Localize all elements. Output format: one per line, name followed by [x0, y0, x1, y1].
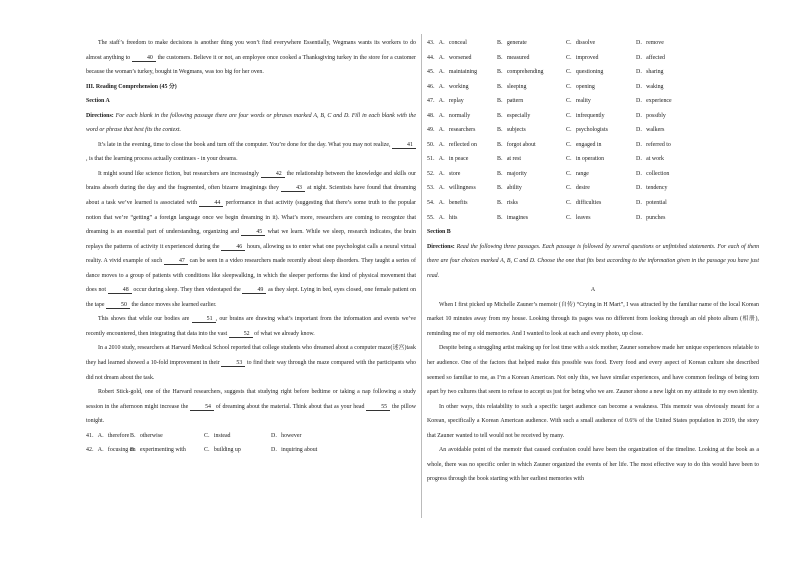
question-41-options [86, 429, 416, 444]
option-41-a[interactable]: 41．A．therefore [86, 432, 130, 439]
option-42-a[interactable]: 42．A．focusing on [86, 447, 136, 454]
question-51-options [427, 152, 759, 167]
option-43-a[interactable]: 43．A．conceal [427, 40, 467, 46]
directions-a: Directions: For each blank in the following passage there are four words or phrases marked A, B, C and D. Fill in each blank with the word or phrase that best fits the context. [86, 112, 416, 134]
blank-44[interactable]: 44 [199, 200, 223, 207]
passage-a-p3: In other ways, this relatability to such a specific target audience can become a weakness. This memoir was obviously meant for a Korean, specifically a Korean American audience. With such a small audience of 0.6% of the United States population in 2019, the story that Zauner wanted to tell would not be received by many. [427, 403, 759, 439]
option-45-a[interactable]: 45．A．maintaining [427, 69, 478, 76]
question-55-options [427, 211, 759, 226]
left-column [86, 36, 416, 458]
blank-53[interactable]: 53 [221, 360, 245, 367]
option-51-d[interactable]: D．at work [636, 156, 664, 163]
option-45-b[interactable]: B．comprehending [497, 69, 544, 76]
passage-p1: It’s late in the evening, time to close the book and turn off the computer. You’re done for the day. What you may not realize, 41, is that the learning process actually continues - in your dreams. [86, 138, 416, 167]
option-55-a[interactable]: 55．A．hits [427, 214, 458, 221]
option-53-d[interactable]: D．tendency [636, 185, 668, 192]
option-52-a[interactable]: 52．A．store [427, 170, 461, 177]
blank-41[interactable]: 41 [392, 142, 416, 149]
blank-43[interactable]: 43 [281, 185, 305, 192]
question-43-options [427, 36, 759, 51]
blank-52[interactable]: 52 [229, 331, 253, 338]
option-51-a[interactable]: 51．A．in peace [427, 156, 469, 163]
passage-a-p2: Despite being a struggling artist making up for lost time with a sick mother, Zauner somehow made her unique experiences relatable to her audience. One of the factors that helped make this possible was food. Every food and every aspect of Korean culture she described seemed so familiar to me, as I’m a Korean American. Not only this, we have similar experiences, and have common feelings of being torn apart by two cultures that seem to refuse to accept us just for being who we are. Zauner shone a new light on my attitude to my own identity. [427, 345, 759, 396]
option-55-b[interactable]: B．imagines [497, 214, 529, 221]
option-43-b[interactable]: B．generate [497, 40, 527, 46]
option-41-c[interactable]: C．instead [204, 432, 231, 439]
option-54-d[interactable]: D．potential [636, 200, 667, 207]
option-43-c[interactable]: C．dissolve [566, 40, 596, 46]
option-43-d[interactable]: D．remove [636, 40, 664, 46]
option-44-b[interactable]: B．measured [497, 54, 530, 61]
blank-49[interactable]: 49 [242, 287, 266, 294]
option-47-d[interactable]: D．experience [636, 98, 672, 105]
passage-a-p4: An avoidable point of the memoir that caused confusion could have been the organization of the timeline. Looking at the book as a whole, there was no specific order in which Zauner organized the events of her life. The most effective way to do this would have been to progress through the book starting with her earliest memories with [427, 447, 759, 483]
option-55-d[interactable]: D．punches [636, 214, 666, 221]
blank-47[interactable]: 47 [164, 258, 188, 265]
option-53-c[interactable]: C．desire [566, 185, 590, 192]
directions-b: Directions: Read the following three passages. Each passage is followed by several questions or unfinished statements. For each of them there are four choices marked A, B, C and D. Choose the one that fits best according to the information given in the passage you have just read. [427, 243, 759, 279]
option-42-b[interactable]: B．experimenting with [130, 447, 186, 454]
option-50-b[interactable]: B．forgot about [497, 141, 536, 148]
paragraph-staff: The staff’s freedom to make decisions is another thing you won’t find everywhere Essentially, Wegmans wants its workers to do almost anything to 40 the customers. Believe it or not, an employee once cooked a Thanksgiving turkey in the store for a customer because the woman’s turkey, bought in Wegmans, was too big for her oven. [86, 40, 417, 76]
question-44-options [427, 51, 759, 66]
right-column [427, 36, 759, 487]
option-54-b[interactable]: B．risks [497, 200, 518, 207]
option-46-a[interactable]: 46．A．working [427, 83, 469, 90]
blank-45[interactable]: 45 [241, 229, 265, 236]
option-47-a[interactable]: 47．A．replay [427, 98, 464, 105]
option-53-b[interactable]: B．ability [497, 185, 522, 192]
option-51-c[interactable]: C．in operation [566, 156, 605, 163]
option-50-c[interactable]: C．engaged in [566, 141, 602, 148]
option-53-a[interactable]: 53．A．willingness [427, 185, 476, 192]
blank-55[interactable]: 55 [366, 404, 390, 411]
option-48-d[interactable]: D．possibly [636, 112, 666, 119]
blank-48[interactable]: 48 [108, 287, 132, 294]
option-49-d[interactable]: D．walkers [636, 127, 665, 134]
option-44-a[interactable]: 44．A．worsened [427, 54, 472, 61]
option-48-b[interactable]: B．especially [497, 112, 531, 119]
question-54-options [427, 196, 759, 211]
option-44-d[interactable]: D．affected [636, 54, 666, 61]
passage-p2: It might sound like science fiction, but researchers are increasingly 42 the relationship between the knowledge and skills our brains absorb during the day and the fragmented, often bizarre imaginings they 43 at night. Scientists have found that dreaming about a task we’ve learned is associated with 44 performance in that activity (suggesting that there’s some truth to the popular notion that we’re “getting” a foreign language once we begin dreaming in it). What’s more, researchers are coming to recognize that dreaming is an essential part of understanding, organizing and 45 what we learn. While we sleep, research indicates, the brain replays the patterns of activity it experienced during the 46 hours, allowing us to enter what one psychologist calls a neural virtual reality. A vivid example of such 47 can be seen in a video researchers made recently about sleep disorders. They taught a series of dance moves to a group of patients with conditions like sleepwalking, in which the sleeper performs the kind of physical movement that does not 48 occur during sleep. They then videotaped the 49 as they slept. Lying in bed, eyes closed, one female patient on the tape 50 the dance moves she learned earlier. [86, 170, 416, 308]
passage-a-p1: When I first picked up Michelle Zauner’s memoir (自传) “Crying in H Mart”, I was attracted by the familiar name of the local Korean market 10 minutes away from my house. Looking through its pages was no different from looking through an old photo album (相册), reminding me of my old memories. And I wanted to look at each and every photo, up close. [427, 301, 759, 337]
passage-a-label: A [590, 287, 596, 294]
option-48-a[interactable]: 48．A．normally [427, 112, 471, 119]
option-46-d[interactable]: D．waking [636, 83, 664, 90]
option-52-c[interactable]: C．range [566, 170, 589, 177]
blank-50[interactable]: 50 [106, 302, 130, 309]
question-46-options [427, 80, 759, 95]
blank-51[interactable]: 51 [192, 316, 216, 323]
question-49-options [427, 123, 759, 138]
option-45-d[interactable]: D．sharing [636, 69, 664, 76]
option-47-c[interactable]: C．reality [566, 98, 591, 105]
option-41-d[interactable]: D．however [271, 432, 302, 439]
option-51-b[interactable]: B．at rest [497, 156, 522, 163]
option-50-d[interactable]: D．referred to [636, 141, 671, 148]
option-45-c[interactable]: C．questioning [566, 69, 604, 76]
option-42-c[interactable]: C．building up [204, 447, 241, 454]
option-44-c[interactable]: C．improved [566, 54, 599, 61]
options-list [427, 36, 759, 225]
column-divider [421, 34, 422, 518]
option-47-b[interactable]: B．pattern [497, 98, 524, 105]
option-52-b[interactable]: B．majority [497, 170, 527, 177]
question-52-options [427, 167, 759, 182]
option-55-c[interactable]: C．leaves [566, 214, 591, 221]
passage-p5: Robert Stick-gold, one of the Harvard researchers, suggests that studying right before bedtime or taking a nap following a study session in the afternoon might increase the 54 of dreaming about the material. Think about that as your head 55 the pillow tonight. [86, 389, 416, 425]
option-52-d[interactable]: D．collection [636, 170, 670, 177]
option-42-d[interactable]: D．inquiring about [271, 447, 318, 454]
question-48-options [427, 109, 759, 124]
option-46-c[interactable]: C．opening [566, 83, 595, 90]
question-50-options [427, 138, 759, 153]
option-54-a[interactable]: 54．A．benefits [427, 200, 468, 207]
option-46-b[interactable]: B．sleeping [497, 83, 527, 90]
blank-46[interactable]: 46 [221, 244, 245, 251]
section-b-label: Section B [427, 229, 451, 236]
option-49-c[interactable]: C．psychologists [566, 127, 608, 134]
option-41-b[interactable]: B．otherwise [130, 432, 163, 439]
option-54-c[interactable]: C．difficulties [566, 200, 602, 207]
section-a-label: Section A [86, 98, 110, 105]
question-53-options [427, 181, 759, 196]
question-45-options [427, 65, 759, 80]
question-42-options [86, 443, 416, 458]
passage-p4: In a 2010 study, researchers at Harvard Medical School reported that college students who dreamed about a computer maze(迷宫)task they had learned showed a 10-fold improvement in their 53 to find their way through the maze compared with the participants who did not dream about the task. [86, 345, 416, 381]
blank-42[interactable]: 42 [261, 171, 285, 178]
option-50-a[interactable]: 50．A．reflected on [427, 141, 477, 148]
question-47-options [427, 94, 759, 109]
option-49-a[interactable]: 49．A．researchers [427, 127, 476, 134]
section-heading: III. Reading Comprehension (45 分) [86, 83, 177, 90]
option-48-c[interactable]: C．infrequently [566, 112, 605, 119]
blank-40[interactable]: 40 [132, 55, 156, 62]
option-49-b[interactable]: B．subjects [497, 127, 526, 134]
blank-54[interactable]: 54 [190, 404, 214, 411]
passage-p3: This shows that while our bodies are 51 , our brains are drawing what’s important from the information and events we’ve recently encountered, then integrating that data into the vast 52 of what we already know. [86, 316, 416, 337]
